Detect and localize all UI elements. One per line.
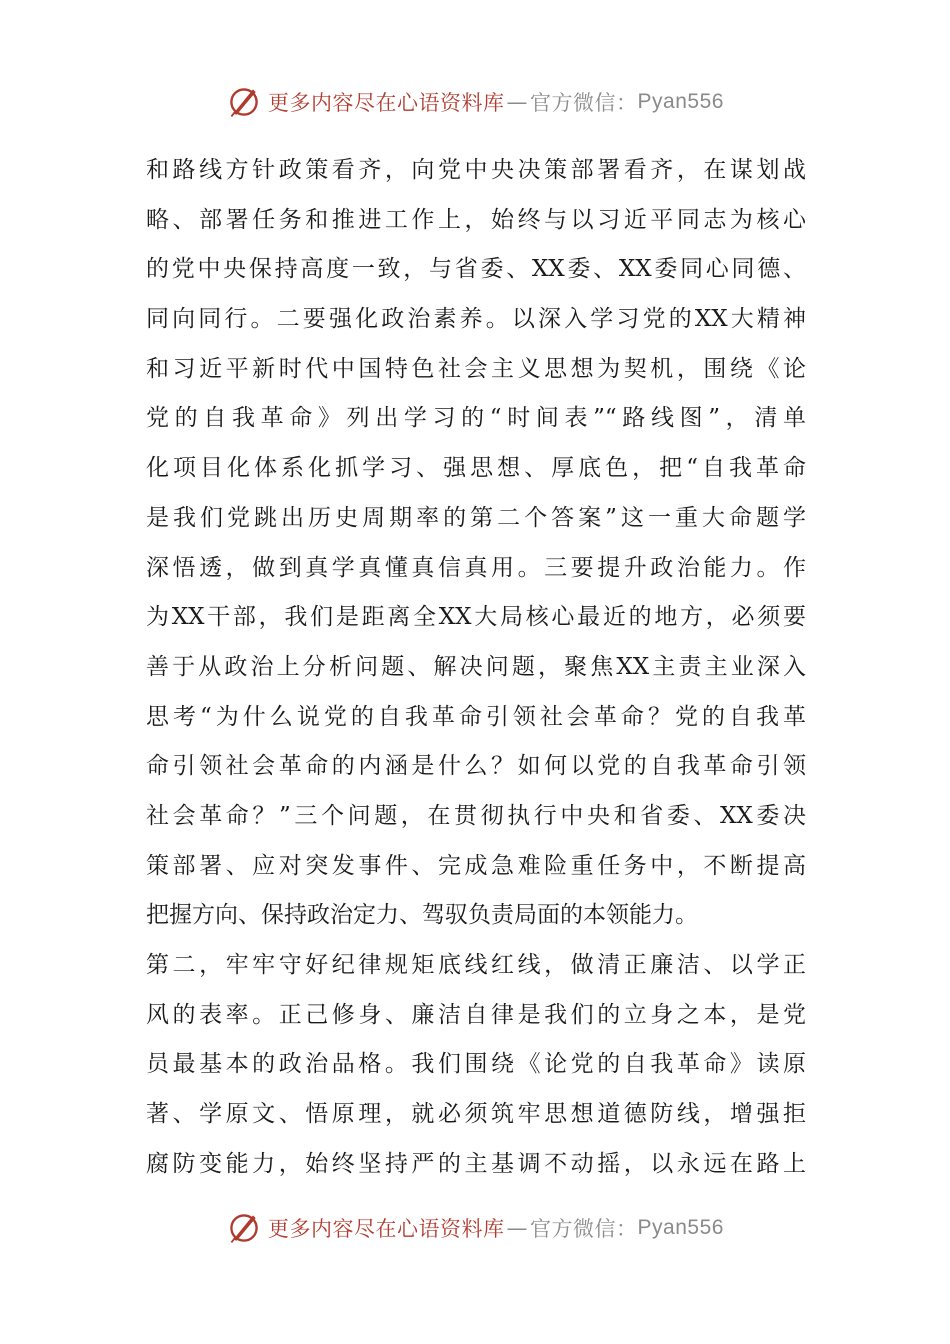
- text-line: 策部署、应对突发事件、完成急难险重任务中，不断提高: [146, 852, 806, 879]
- text-line: 的党中央保持高度一致，与省委、XX委、XX委同心同德、: [146, 256, 806, 283]
- text-line: 著、学原文、悟原理，就必须筑牢思想道德防线，增强拒: [146, 1101, 806, 1128]
- text-line: 社会革命？”三个问题，在贯彻执行中央和省委、XX委决: [146, 802, 806, 829]
- text-line: 命引领社会革命的内涵是什么？如何以党的自我革命引领: [146, 753, 806, 780]
- banner-dash: —: [506, 1216, 529, 1240]
- header-banner: [0, 82, 950, 122]
- text-line: 深悟透，做到真学真懂真信真用。三要提升政治能力。作: [146, 554, 806, 581]
- text-line: 同向同行。二要强化政治素养。以深入学习党的XX大精神: [146, 306, 806, 333]
- text-line: 第二，牢牢守好纪律规矩底线红线，做清正廉洁、以学正: [146, 952, 806, 978]
- text-line: 善于从政治上分析问题、解决问题，聚焦XX主责主业深入: [146, 653, 806, 680]
- text-line: 和习近平新时代中国特色社会主义思想为契机，围绕《论: [146, 355, 806, 382]
- text-line: 略、部署任务和推进工作上，始终与以习近平同志为核心: [146, 206, 806, 233]
- text-line: 风的表率。正己修身、廉洁自律是我们的立身之本，是党: [146, 1001, 806, 1028]
- quill-logo-icon: [226, 84, 262, 120]
- banner-wechat-label: 官方微信：: [530, 91, 638, 115]
- footer-banner: [0, 1208, 950, 1248]
- text-line: 为XX干部，我们是距离全XX大局核心最近的地方，必须要: [146, 604, 806, 631]
- banner-dash: —: [506, 90, 529, 114]
- text-line: 是我们党跳出历史周期率的第二个答案”这一重大命题学: [146, 504, 806, 531]
- banner-brand-text: 更多内容尽在心语资料库: [268, 1217, 505, 1241]
- banner-brand-text: 更多内容尽在心语资料库: [268, 91, 505, 115]
- text-line: 员最基本的政治品格。我们围绕《论党的自我革命》读原: [146, 1051, 806, 1078]
- document-body: [146, 146, 806, 1189]
- banner-wechat-id: Pyan556: [637, 90, 724, 113]
- text-line: 腐防变能力，始终坚持严的主基调不动摇，以永远在路上: [146, 1150, 806, 1177]
- text-line: 化项目化体系化抓学习、强思想、厚底色，把“自我革命: [146, 455, 806, 482]
- text-line: 和路线方针政策看齐，向党中央决策部署看齐，在谋划战: [146, 157, 806, 183]
- text-line: 党的自我革命》列出学习的“时间表”“路线图”，清单: [146, 405, 806, 432]
- text-line: 把握方向、保持政治定力、驾驭负责局面的本领能力。: [146, 902, 698, 929]
- quill-logo-icon: [226, 1210, 262, 1246]
- banner-wechat-id: Pyan556: [637, 1216, 724, 1239]
- text-line: 思考“为什么说党的自我革命引领社会革命？党的自我革: [146, 703, 806, 730]
- banner-wechat-label: 官方微信：: [530, 1217, 638, 1241]
